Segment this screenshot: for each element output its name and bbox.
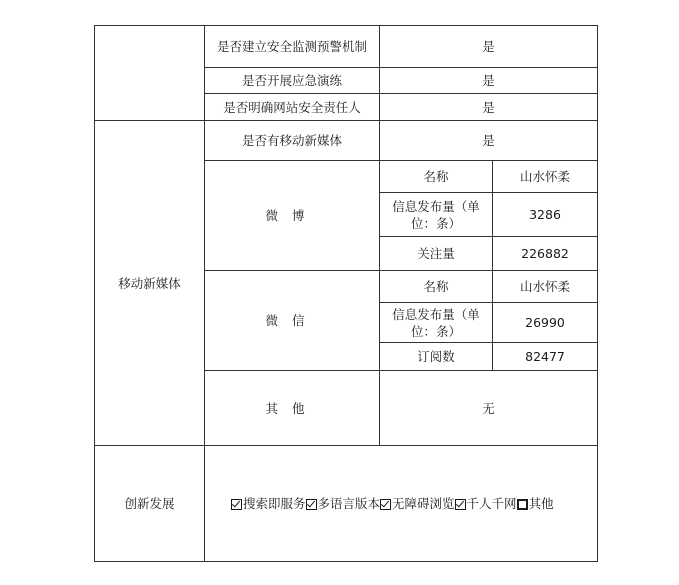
checkbox-icon: [380, 499, 391, 510]
innovation-options: [205, 446, 598, 562]
wechat-posts-label: 信息发布量（单位：条）: [380, 303, 493, 343]
option-label: 多语言版本: [317, 496, 381, 511]
option-label: 无障碍浏览: [392, 496, 455, 511]
weibo-posts-value: 3286: [493, 193, 598, 237]
media-section-label: 移动新媒体: [95, 121, 205, 446]
weibo-label: 微博: [205, 161, 380, 271]
row-monitoring: [95, 26, 598, 68]
other-media-value: 无: [380, 371, 598, 446]
blank-section-cell: [95, 26, 205, 121]
option-other: [517, 495, 554, 512]
weibo-followers-label: 关注量: [380, 237, 493, 271]
option-accessibility: [380, 495, 455, 512]
responsible-label: 是否明确网站安全责任人: [205, 94, 380, 121]
wechat-label: 微信: [205, 271, 380, 371]
wechat-name-label: 名称: [380, 271, 493, 303]
row-has-media: [95, 121, 598, 161]
innovation-label: 创新发展: [95, 446, 205, 562]
checkbox-icon: [455, 499, 466, 510]
option-label: 其他: [528, 496, 554, 511]
wechat-posts-value: 26990: [493, 303, 598, 343]
wechat-subs-label: 订阅数: [380, 343, 493, 371]
other-media-label: 其他: [205, 371, 380, 446]
report-table: [94, 25, 598, 562]
monitoring-label: 是否建立安全监测预警机制: [205, 26, 380, 68]
weibo-followers-value: 226882: [493, 237, 598, 271]
wechat-subs-value: 82477: [493, 343, 598, 371]
drill-label: 是否开展应急演练: [205, 68, 380, 94]
checkbox-icon: [306, 499, 317, 510]
option-personalized: [455, 495, 517, 512]
wechat-name-value: 山水怀柔: [493, 271, 598, 303]
weibo-name-label: 名称: [380, 161, 493, 193]
weibo-posts-label: 信息发布量（单位：条）: [380, 193, 493, 237]
row-innovation: [95, 446, 598, 562]
has-media-value: 是: [380, 121, 598, 161]
option-label: 千人千网: [466, 496, 517, 511]
weibo-name-value: 山水怀柔: [493, 161, 598, 193]
option-label: 搜索即服务: [243, 496, 306, 511]
has-media-label: 是否有移动新媒体: [205, 121, 380, 161]
drill-value: 是: [380, 68, 598, 94]
checkbox-icon: [231, 499, 242, 510]
responsible-value: 是: [380, 94, 598, 121]
option-multilingual: [306, 495, 381, 512]
option-search-service: [231, 495, 306, 512]
monitoring-value: 是: [380, 26, 598, 68]
checkbox-icon: [517, 499, 528, 510]
